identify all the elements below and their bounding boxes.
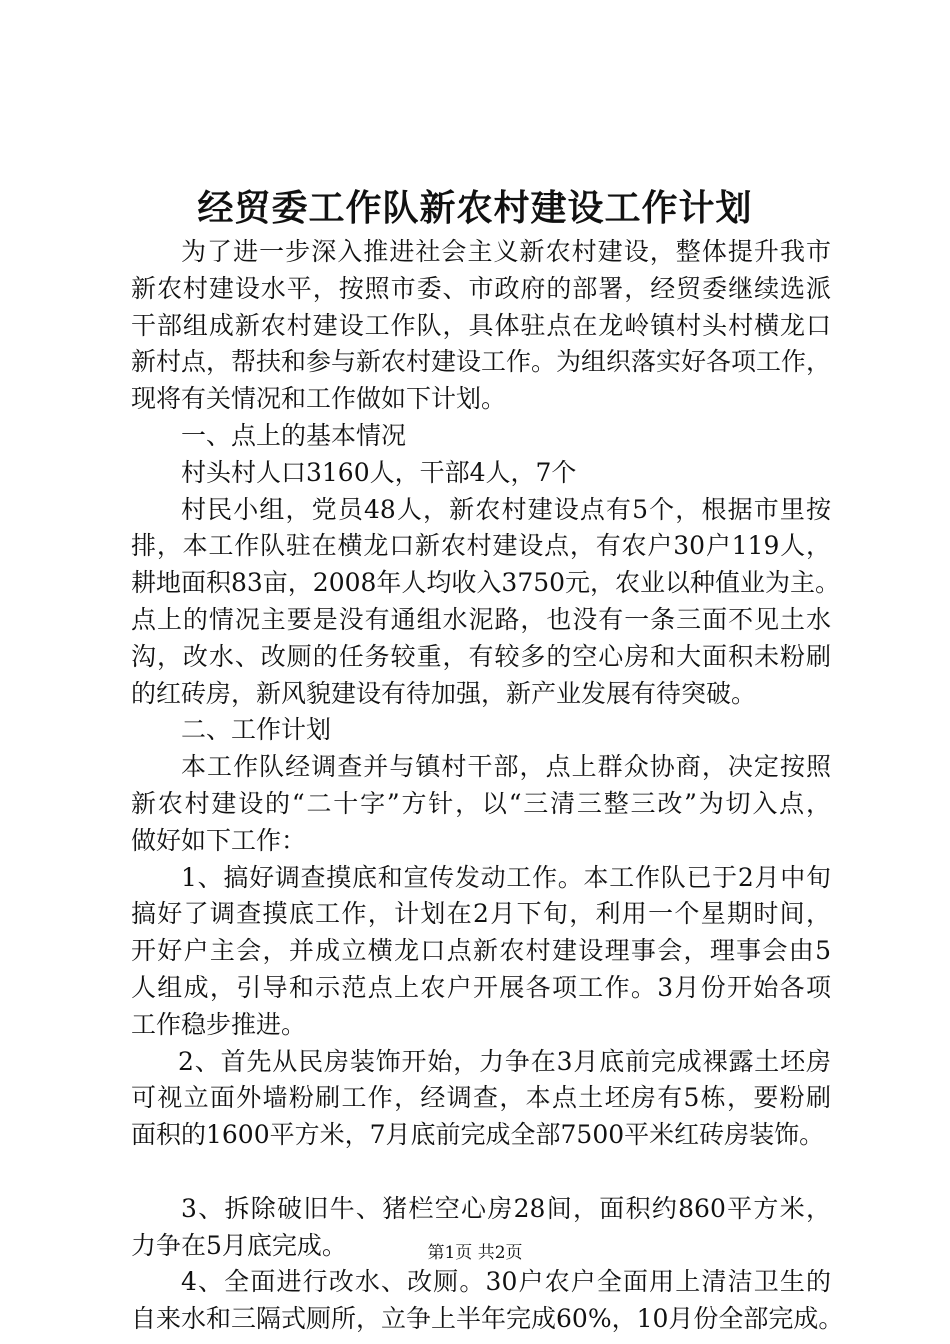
- text-line: 搞好了调查摸底工作，计划在2月下旬，利用一个星期时间，: [131, 899, 831, 929]
- text-line: 耕地面积83亩，2008年人均收入3750元，农业以种值业为主。: [131, 568, 841, 598]
- text-line: 工作稳步推进。: [131, 1009, 307, 1039]
- page-footer: 第1页 共2页: [427, 1243, 523, 1263]
- text-line: 力争在5月底完成。: [131, 1230, 347, 1260]
- document-title: 经贸委工作队新农村建设工作计划: [197, 187, 753, 229]
- text-line: 4、全面进行改水、改厕。30户农户全面用上清洁卫生的: [181, 1267, 831, 1297]
- text-line: 村民小组，党员48人，新农村建设点有5个，根据市里按: [181, 494, 831, 524]
- text-line: 面积的1600平方米，7月底前完成全部7500平米红砖房装饰。: [131, 1120, 825, 1150]
- text-line: 的红砖房，新风貌建设有待加强，新产业发展有待突破。: [131, 678, 757, 708]
- text-line: 为了进一步深入推进社会主义新农村建设，整体提升我市: [181, 237, 831, 266]
- text-line: 做好如下工作：: [131, 825, 307, 855]
- text-line: 1、搞好调查摸底和宣传发动工作。本工作队已于2月中旬: [181, 862, 831, 892]
- text-line: 新农村建设的“二十字”方针，以“三清三整三改”为切入点，: [131, 788, 831, 818]
- blank-line: [131, 1154, 831, 1191]
- text-line: 现将有关情况和工作做如下计划。: [131, 384, 507, 414]
- text-line: 3、拆除破旧牛、猪栏空心房28间，面积约860平方米，: [181, 1193, 831, 1223]
- text-line: 新农村建设水平，按照市委、市政府的部署，经贸委继续选派: [131, 273, 831, 303]
- text-line: 新村点，帮扶和参与新农村建设工作。为组织落实好各项工作，: [131, 347, 832, 377]
- text-line: 本工作队经调查并与镇村干部，点上群众协商，决定按照: [181, 752, 831, 782]
- text-line: 2、首先从民房装饰开始，力争在3月底前完成裸露土坯房: [178, 1046, 831, 1076]
- text-line: 村头村人口3160人，干部4人，7个: [181, 457, 577, 487]
- text-line: 开好户主会，并成立横龙口点新农村建设理事会，理事会由5: [131, 936, 831, 966]
- text-line: 可视立面外墙粉刷工作，经调查，本点土坯房有5栋，要粉刷: [131, 1083, 831, 1113]
- text-line: 二、工作计划: [181, 715, 332, 745]
- document-body: [131, 234, 844, 1338]
- text-line: 人组成，引导和示范点上农户开展各项工作。3月份开始各项: [131, 972, 831, 1002]
- text-line: 干部组成新农村建设工作队，具体驻点在龙岭镇村头村横龙口: [131, 310, 831, 340]
- text-line: 排，本工作队驻在横龙口新农村建设点，有农户30户119人，: [131, 531, 831, 561]
- text-line: 自来水和三隔式厕所，立争上半年完成60%，10月份全部完成。: [131, 1304, 844, 1334]
- text-line: 沟，改水、改厕的任务较重，有较多的空心房和大面积未粉刷: [131, 641, 831, 671]
- text-line: 点上的情况主要是没有通组水泥路，也没有一条三面不见土水: [131, 604, 831, 634]
- text-line: 一、点上的基本情况: [181, 420, 407, 450]
